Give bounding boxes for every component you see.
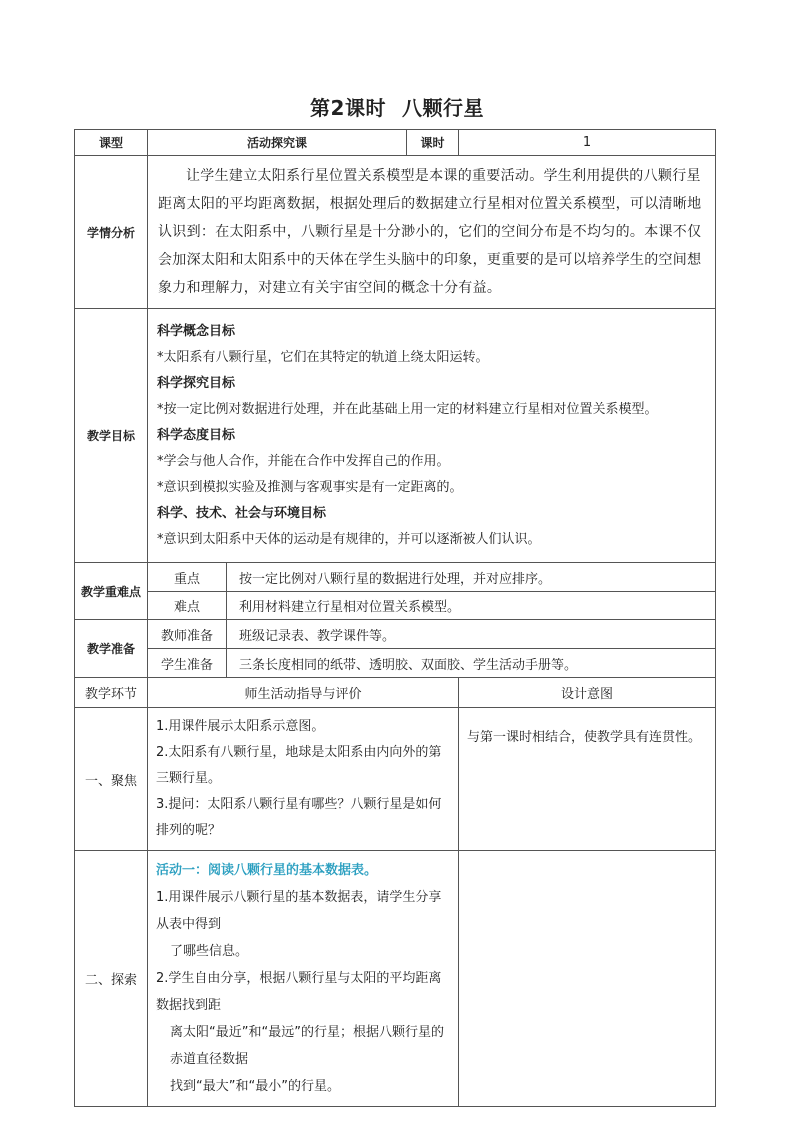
goal-line-attitude-2: *意识到模拟实验及推测与客观事实是有一定距离的。	[157, 479, 463, 495]
lesson-name: 八颗行星	[401, 96, 484, 120]
stage-focus-intent: 与第一课时相结合，使教学具有连贯性。	[459, 708, 716, 851]
stage-explore-content	[148, 851, 459, 1107]
process-col-activity: 师生活动指导与评价	[148, 678, 459, 708]
process-col-stage: 教学环节	[75, 678, 148, 708]
type-value: 活动探究课	[148, 130, 407, 156]
explore-step-1-line-2: 了哪些信息。	[170, 944, 249, 959]
goal-heading-concept: 科学概念目标	[157, 323, 236, 339]
explore-step-2-line-2: 离太阳“最近”和“最远”的行星；根据八颗行星的赤道直径数据	[170, 1025, 444, 1067]
difficulty-text: 利用材料建立行星相对位置关系模型。	[227, 592, 716, 620]
lesson-plan-table	[74, 129, 716, 1107]
type-label: 课型	[75, 130, 148, 156]
activity-title: 活动一：阅读八颗行星的基本数据表。	[156, 863, 378, 878]
explore-step-2-line-1: 2.学生自由分享，根据八颗行星与太阳的平均距离数据找到距	[156, 971, 442, 1013]
explore-step-1	[156, 884, 450, 965]
analysis-row	[75, 156, 716, 309]
goal-line-sts: *意识到太阳系中天体的运动是有规律的，并可以逐渐被人们认识。	[157, 531, 541, 547]
stage-explore-row	[75, 851, 716, 1107]
process-header-row	[75, 678, 716, 708]
student-prep-text: 三条长度相同的纸带、透明胶、双面胶、学生活动手册等。	[227, 649, 716, 678]
prep-label: 教学准备	[75, 620, 148, 678]
difficulty-row	[75, 592, 716, 620]
keypoints-label: 教学重难点	[75, 563, 148, 620]
explore-step-1-line-1: 1.用课件展示八颗行星的基本数据表，请学生分享从表中得到	[156, 890, 442, 932]
page-title	[0, 92, 794, 121]
focus-step-3: 3.提问：太阳系八颗行星有哪些？八颗行星是如何排列的呢？	[156, 797, 442, 838]
teacher-prep-label: 教师准备	[148, 620, 227, 649]
key-label: 重点	[148, 563, 227, 592]
difficulty-label: 难点	[148, 592, 227, 620]
goal-line-inquiry: *按一定比例对数据进行处理，并在此基础上用一定的材料建立行星相对位置关系模型。	[157, 401, 658, 417]
explore-step-2	[156, 965, 450, 1100]
analysis-label: 学情分析	[75, 156, 148, 309]
stage-focus-content	[148, 708, 459, 851]
teacher-prep-row	[75, 620, 716, 649]
keypoint-row	[75, 563, 716, 592]
goal-line-concept: *太阳系有八颗行星，它们在其特定的轨道上绕太阳运转。	[157, 349, 489, 365]
header-row	[75, 130, 716, 156]
analysis-text: 让学生建立太阳系行星位置关系模型是本课的重要活动。学生利用提供的八颗行星距离太阳的平均距离数据，根据处理后的数据建立行星相对位置关系模型，可以清晰地认识到：在太阳系中，八颗行星是十分渺小的，它们的空间分布是不均匀的。本课不仅会加深太阳和太阳系中的天体在学生头脑中的印象，更重要的是可以培养学生的空间想象力和理解力，对建立有关宇宙空间的概念十分有益。	[148, 156, 716, 309]
goals-row	[75, 309, 716, 563]
goal-line-attitude-1: *学会与他人合作，并能在合作中发挥自己的作用。	[157, 453, 450, 469]
focus-step-2: 2.太阳系有八颗行星，地球是太阳系由内向外的第三颗行星。	[156, 745, 442, 786]
stage-explore-label: 二、探索	[75, 851, 148, 1107]
student-prep-label: 学生准备	[148, 649, 227, 678]
goals-label: 教学目标	[75, 309, 148, 563]
student-prep-row	[75, 649, 716, 678]
explore-step-2-line-3: 找到“最大”和“最小”的行星。	[170, 1079, 340, 1094]
period-value: 1	[459, 130, 716, 156]
goal-heading-sts: 科学、技术、社会与环境目标	[157, 505, 327, 521]
lesson-number: 第2课时	[310, 96, 386, 120]
key-text: 按一定比例对八颗行星的数据进行处理，并对应排序。	[227, 563, 716, 592]
goal-heading-attitude: 科学态度目标	[157, 427, 236, 443]
stage-focus-row	[75, 708, 716, 851]
stage-explore-intent	[459, 851, 716, 1107]
goal-heading-inquiry: 科学探究目标	[157, 375, 236, 391]
period-label: 课时	[407, 130, 459, 156]
teacher-prep-text: 班级记录表、教学课件等。	[227, 620, 716, 649]
goals-content	[148, 309, 716, 563]
process-col-intent: 设计意图	[459, 678, 716, 708]
focus-step-1: 1.用课件展示太阳系示意图。	[156, 719, 325, 734]
stage-focus-label: 一、聚焦	[75, 708, 148, 851]
